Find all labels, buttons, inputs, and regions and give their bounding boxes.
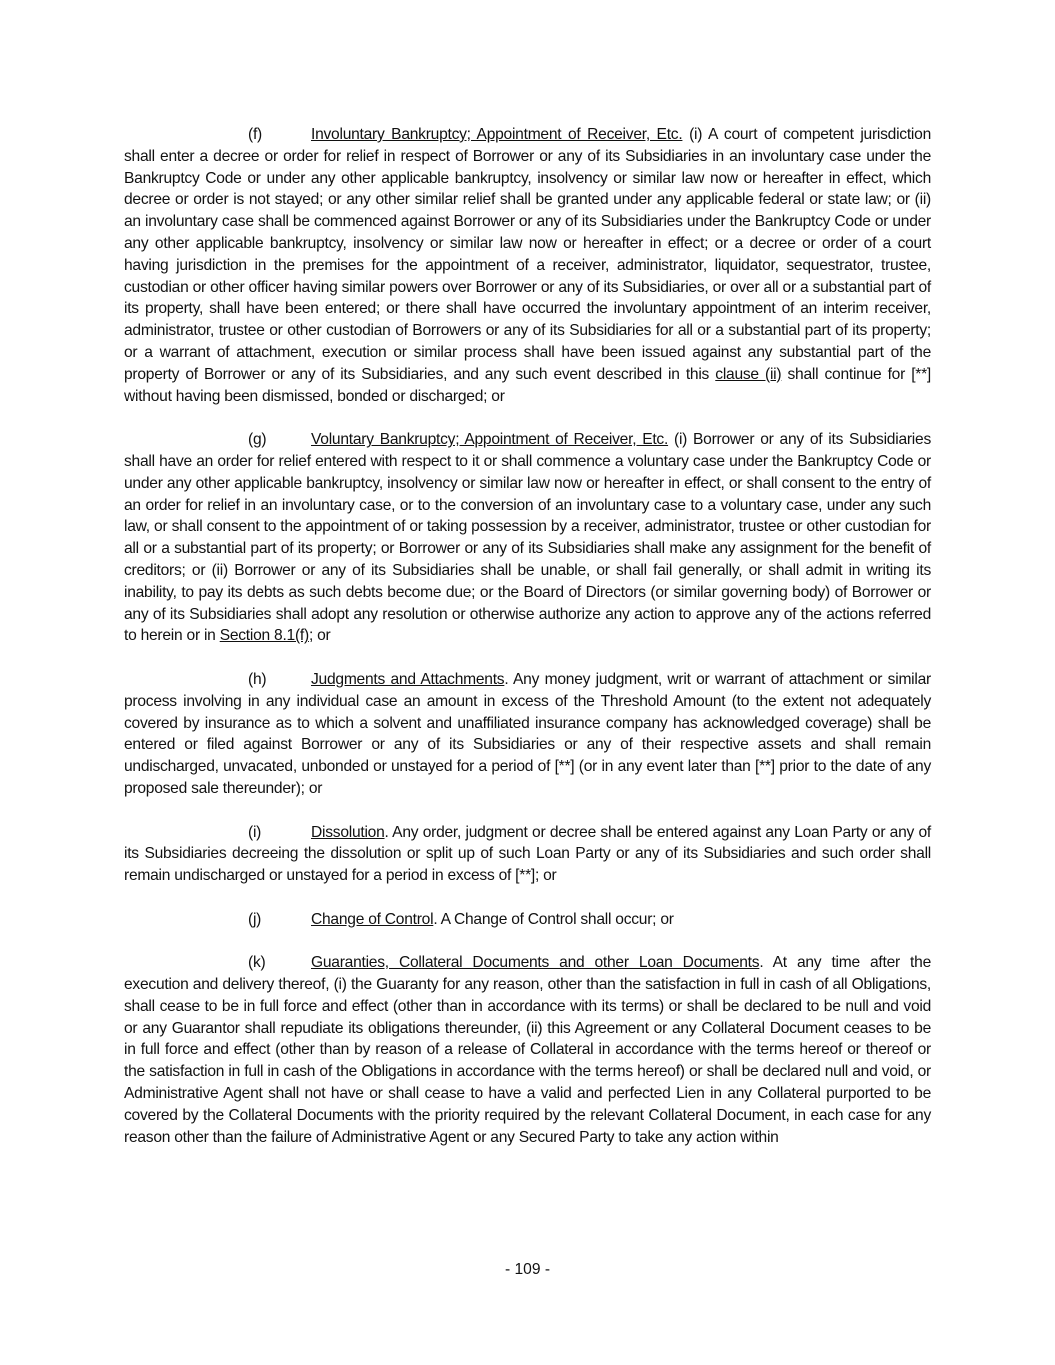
cross-reference: Section 8.1(f) — [219, 627, 309, 645]
section-f — [124, 124, 931, 407]
section-j — [124, 909, 931, 931]
page-number: - 109 - — [504, 1261, 551, 1278]
section-heading: Change of Control — [311, 910, 434, 928]
section-heading: Dissolution — [311, 823, 385, 841]
section-heading: Voluntary Bankruptcy; Appointment of Receiver, Etc. — [311, 431, 669, 449]
section-text: . A Change of Control shall occur; or — [433, 910, 674, 928]
cross-reference: clause (ii) — [715, 365, 782, 383]
section-text: (i) Borrower or any of its Subsidiaries shall have an order for relief entered with respect to it or shall commence a voluntary case under the Bankruptcy Code or under any other applicable bankruptcy, insolvency or similar law now or hereafter in effect, or shall consent to the entry of an order for relief in an involuntary case, or to the conversion of an involuntary case to a voluntary case, under any such law, or shall consent to the appointment of or taking possession by a receiver, administrator, trustee or other custodian for all or a substantial part of its property; or Borrower or any of its Subsidiaries shall make any assignment for the benefit of creditors; or (ii) Borrower or any of its Subsidiaries shall be unable, or shall fail generally, or shall admit in writing its inability, to pay its debts as such debts become due; or the Board of Directors (or similar governing body) of Borrower or any of its Subsidiaries shall adopt any resolution or otherwise authorize any action to approve any of the actions referred to herein or in — [124, 431, 931, 645]
section-heading: Guaranties, Collateral Documents and other Loan Documents — [311, 954, 760, 972]
section-label: (k) — [248, 954, 266, 972]
section-label: (h) — [248, 670, 267, 688]
section-label: (j) — [248, 910, 262, 928]
section-label: (f) — [248, 126, 262, 143]
section-i — [124, 822, 931, 887]
section-g — [124, 429, 931, 647]
section-heading: Involuntary Bankruptcy; Appointment of Receiver, Etc. — [311, 126, 683, 143]
section-k — [124, 952, 931, 1148]
section-text: . Any order, judgment or decree shall be entered against any Loan Party or any of its Subsidiaries decreeing the dissolution or split up of such Loan Party or any of its Subsidiaries and such order shall remain undischarged or unstayed for a period in excess of [**]; or — [124, 823, 931, 885]
section-label: (g) — [248, 431, 267, 449]
section-text: . Any money judgment, writ or warrant of attachment or similar process involving in any individual case an amount in excess of the Threshold Amount (to the extent not adequately covered by insurance as to which a solvent and unaffiliated insurance company has acknowledged coverage) shall be entered or filed against Borrower or any of its Subsidiaries or any of their respective assets and shall remain undischarged, unvacated, unbonded or unstayed for a period of [**] (or in any event later than [**] prior to the date of any proposed sale thereunder); or — [124, 670, 931, 797]
section-heading: Judgments and Attachments — [311, 670, 505, 688]
section-label: (i) — [248, 823, 262, 841]
section-text: ; or — [308, 627, 331, 645]
section-text: . At any time after the execution and delivery thereof, (i) the Guaranty for any reason, other than the satisfaction in full in cash of all Obligations, shall cease to be in full force and effect (other than in accordance with its terms) or shall be declared to be null and void or any Guarantor shall repudiate its obligations thereunder, (ii) this Agreement or any Collateral Document ceases to be in full force and effect (other than by reason of a release of Collateral in accordance with the terms hereof or thereof or the satisfaction in full in cash of the Obligations in accordance with the terms hereof) or shall be declared null and void, or Administrative Agent shall not have or shall cease to have a valid and perfected Lien in any Collateral purported to be covered by the Collateral Documents with the priority required by the relevant Collateral Document, in each case for any reason other than the failure of Administrative Agent or any Secured Party to take any action within — [124, 954, 931, 1146]
section-h — [124, 669, 931, 800]
section-text: (i) A court of competent jurisdiction shall enter a decree or order for relief in respect of Borrower or any of its Subsidiaries in an involuntary case under the Bankruptcy Code or under any other applicable bankruptcy, insolvency or similar law now or hereafter in effect, which decree or order is not stayed; or any other similar relief shall be granted under any applicable federal or state law; or (ii) an involuntary case shall be commenced against Borrower or any of its Subsidiaries under the Bankruptcy Code or under any other applicable bankruptcy, insolvency or similar law now or hereafter in effect; or a decree or order of a court having jurisdiction in the premises for the appointment of a receiver, administrator, liquidator, sequestrator, trustee, custodian or other officer having similar powers over Borrower or any of its Subsidiaries, or over all or a substantial part of its property, shall have been entered; or there shall have occurred the involuntary appointment of an interim receiver, administrator, trustee or other custodian of Borrowers or any of its Subsidiaries for all or a substantial part of its property; or a warrant of attachment, execution or similar process shall have been issued against any substantial part of the property of Borrower or any of its Subsidiaries, and any such event described in this — [124, 126, 931, 383]
section-text: shall continue for [**] without having been dismissed, bonded or discharged; or — [124, 365, 931, 405]
document-body — [124, 124, 931, 1170]
